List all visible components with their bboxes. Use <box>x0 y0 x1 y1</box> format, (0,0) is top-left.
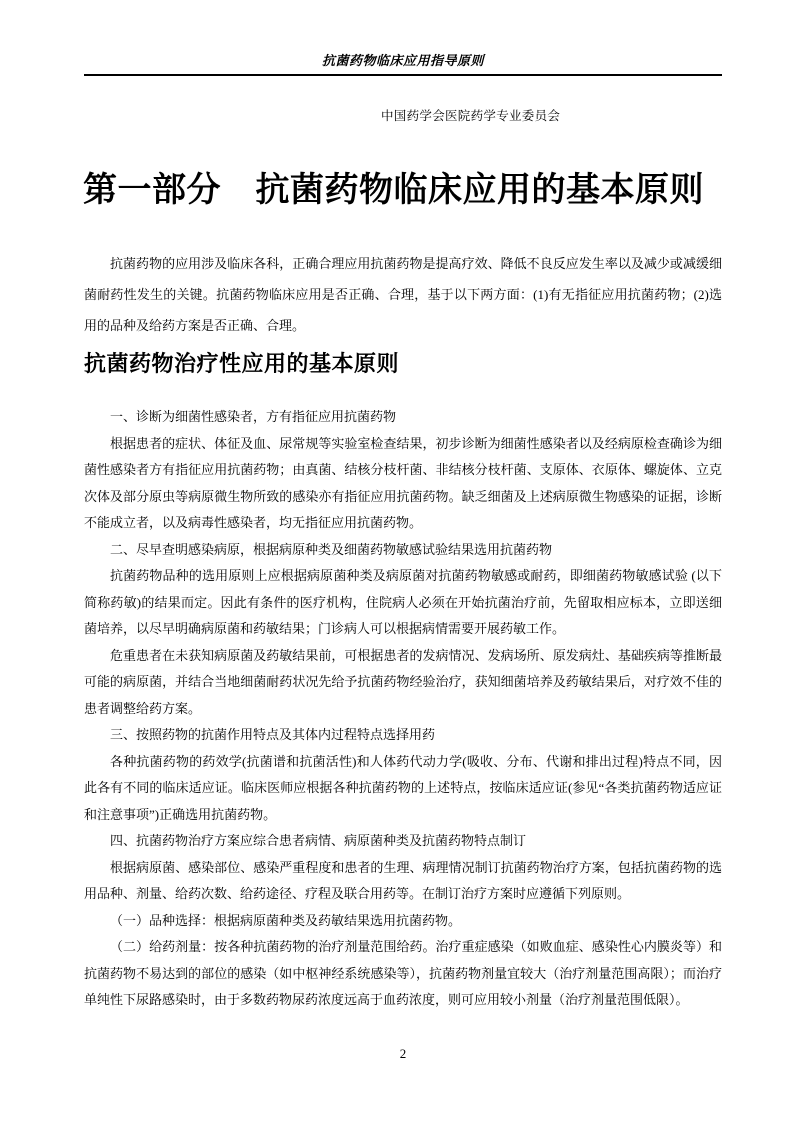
running-header <box>84 50 722 76</box>
paragraph-body-4: 根据病原菌、感染部位、感染严重程度和患者的生理、病理情况制订抗菌药物治疗方案，包括抗菌药物的选用品种、剂量、给药次数、给药途径、疗程及联合用药等。在制订治疗方案时应遵循下列原则。 <box>84 859 722 901</box>
section-heading: 抗菌药物治疗性应用的基本原则 <box>84 351 400 376</box>
paragraph-subitem-1: （一）品种选择：根据病原菌种类及药敏结果选用抗菌药物。 <box>110 912 462 928</box>
paragraph-body-2a: 抗菌药物品种的选用原则上应根据病原菌种类及病原菌对抗菌药物敏感或耐药，即细菌药物敏感试验 (以下简称药敏)的结果而定。因此有条件的医疗机构，住院病人必须在开始抗菌治疗前，先留取相应标本，立即送细菌培养，以尽早明确病原菌和药敏结果；门诊病人可以根据病情需要开展药敏工作。 <box>84 568 722 636</box>
running-header-title: 抗菌药物临床应用指导原则 <box>321 53 484 68</box>
paragraph-body-2b: 危重患者在未获知病原菌及药敏结果前，可根据患者的发病情况、发病场所、原发病灶、基础疾病等推断最可能的病原菌，并结合当地细菌耐药状况先给予抗菌药物经验治疗，获知细菌培养及药敏结果后，对疗效不佳的患者调整给药方案。 <box>84 647 722 716</box>
paragraph-subitem-2: （二）给药剂量：按各种抗菌药物的治疗剂量范围给药。治疗重症感染（如败血症、感染性心内膜炎等）和抗菌药物不易达到的部位的感染（如中枢神经系统感染等），抗菌药物剂量宜较大（治疗剂量范围高限）；而治疗单纯性下尿路感染时，由于多数药物尿药浓度远高于血药浓度，则可应用较小剂量（治疗剂量范围低限）。 <box>84 939 722 1007</box>
part-title: 第一部分 抗菌药物临床应用的基本原则 <box>83 172 704 209</box>
page-number: 2 <box>399 1046 407 1061</box>
paragraph-item-1: 一、诊断为细菌性感染者，方有指征应用抗菌药物 <box>110 409 397 424</box>
body-text <box>84 404 722 1014</box>
intro-paragraph: 抗菌药物的应用涉及临床各科，正确合理应用抗菌药物是提高疗效、降低不良反应发生率以及减少或减缓细菌耐药性发生的关键。抗菌药物临床应用是否正确、合理，基于以下两方面：(1)有无指征应用抗菌药物；(2)选用的品种及给药方案是否正确、合理。 <box>84 256 722 333</box>
paragraph-item-4: 四、抗菌药物治疗方案应综合患者病情、病原菌种类及抗菌药物特点制订 <box>110 833 527 848</box>
paragraph-body-1: 根据患者的症状、体征及血、尿常规等实验室检查结果，初步诊断为细菌性感染者以及经病原检查确诊为细菌性感染者方有指征应用抗菌药物；由真菌、结核分枝杆菌、非结核分枝杆菌、支原体、衣原体、螺旋体、立克次体及部分原虫等病原微生物所致的感染亦有指征应用抗菌药物。缺乏细菌及上述病原微生物感染的证据，诊断不能成立者，以及病毒性感染者，均无指征应用抗菌药物。 <box>84 435 722 530</box>
byline: 中国药学会医院药学专业委员会 <box>381 109 561 123</box>
paragraph-body-3: 各种抗菌药物的药效学(抗菌谱和抗菌活性)和人体药代动力学(吸收、分布、代谢和排出过程)特点不同，因此各有不同的临床适应证。临床医师应根据各种抗菌药物的上述特点，按临床适应证(参见“各类抗菌药物适应证和注意事项”)正确选用抗菌药物。 <box>84 753 722 822</box>
paragraph-item-3: 三、按照药物的抗菌作用特点及其体内过程特点选择用药 <box>110 727 436 742</box>
paragraph-item-2: 二、尽早查明感染病原，根据病原种类及细菌药物敏感试验结果选用抗菌药物 <box>110 541 553 557</box>
